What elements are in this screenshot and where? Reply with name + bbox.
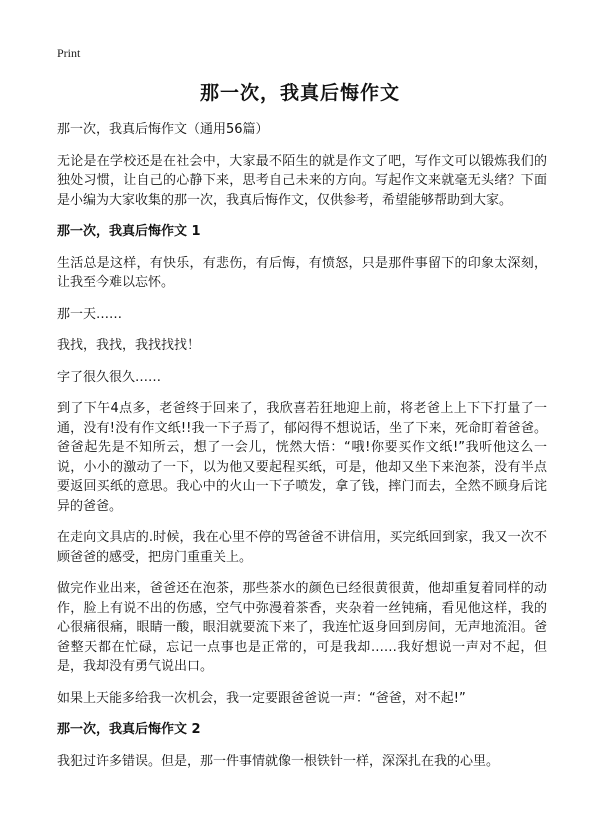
paragraph: 到了下午4点多，老爸终于回来了，我欣喜若狂地迎上前，将老爸上上下下打量了一通，没有!没有作文纸!!我一下子焉了，郁闷得不想说话，坐了下来，死命盯着爸爸。爸爸起先是不知所云，想了一会儿，恍然大悟：“哦!你要买作文纸!”我听他这么一说，小小的激动了一下，以为他又要起程买纸，可是，他却又坐下来泡茶，没有半点要返回买纸的意思。我心中的火山一下子喷发，拿了钱，摔门而去，全然不顾身后诧异的爸爸。: [57, 401, 547, 514]
essay-section-2: [57, 720, 547, 771]
intro-paragraph: 无论是在学校还是在社会中，大家最不陌生的就是作文了吧，写作文可以锻炼我们的独处习惯，让自己的心静下来，思考自己未来的方向。写起作文来就毫无头绪？下面是小编为大家收集的那一次，我真后悔作文，仅供参考，希望能够帮助到大家。: [57, 153, 547, 208]
paragraph: 我犯过许多错误。但是，那一件事情就像一根铁针一样，深深扎在我的心里。: [57, 753, 500, 769]
paragraph: 生活总是这样，有快乐，有悲伤，有后悔，有愤怒，只是那件事留下的印象太深刻，让我至今难以忘怀。: [57, 255, 547, 290]
paragraph: 字了很久很久……: [57, 369, 162, 385]
paragraph: 做完作业出来，爸爸还在泡茶，那些茶水的颜色已经很黄很黄，他却重复着同样的动作，脸上有说不出的伤感，空气中弥漫着茶香，夹杂着一丝钝痛，看见他这样，我的心很痛很痛，眼睛一酸，眼泪就要流下来了，我连忙返身回到房间，无声地流泪。爸爸整天都在忙碌，忘记一点事也是正常的，可是我却……我好想说一声对不起，但是，我却没有勇气说出口。: [57, 581, 547, 674]
page-title: 那一次，我真后悔作文: [199, 82, 400, 104]
section-heading: 那一次，我真后悔作文 1: [57, 224, 201, 239]
essay-section-1: [57, 222, 547, 708]
paragraph: 在走向文具店的.时候，我在心里不停的骂爸爸不讲信用，买完纸回到家，我又一次不顾爸爸的感受，把房门重重关上。: [57, 530, 547, 565]
section-heading: 那一次，我真后悔作文 2: [57, 722, 201, 737]
article-subtitle: 那一次，我真后悔作文（通用56篇）: [57, 122, 269, 137]
paragraph: 那一天……: [57, 306, 123, 322]
paragraph: 我找，我找，我找找找！: [57, 338, 201, 353]
paragraph: 如果上天能多给我一次机会，我一定要跟爸爸说一声：“爸爸，对不起!”: [57, 690, 466, 706]
print-link[interactable]: Print: [57, 46, 81, 60]
article-body: [57, 120, 547, 783]
